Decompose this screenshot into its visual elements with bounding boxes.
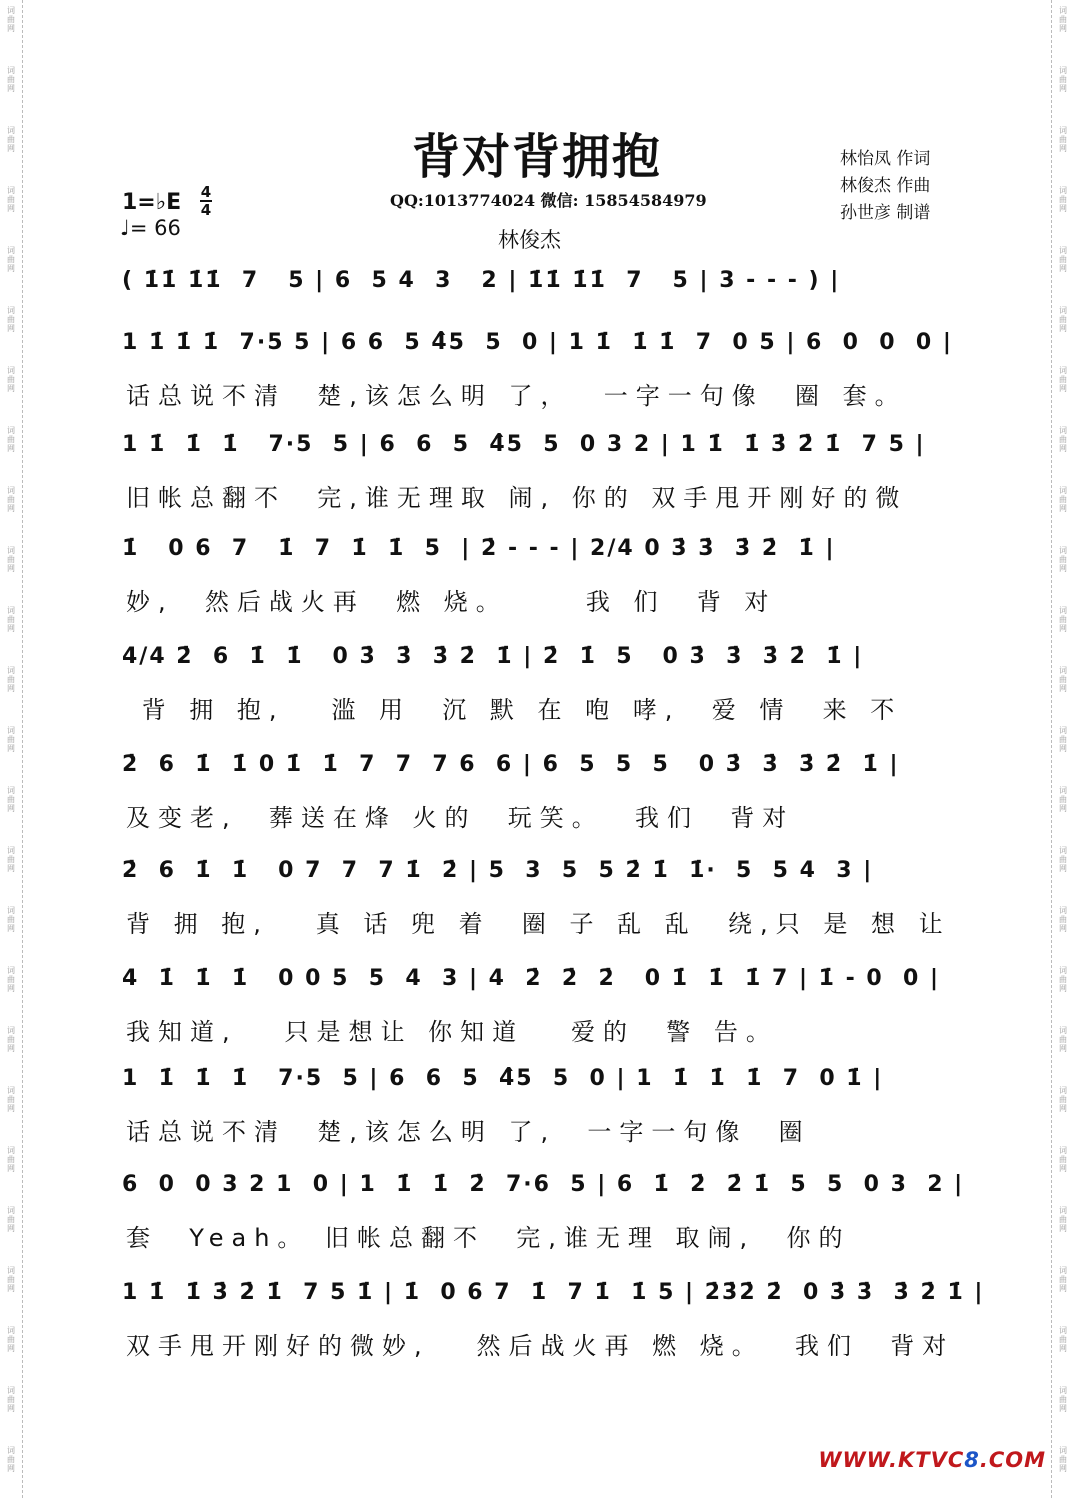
watermark-text: 词 曲 网 (1059, 6, 1067, 33)
logo-eight: 8 (964, 1448, 980, 1472)
watermark-text: 词 曲 网 (1059, 186, 1067, 213)
watermark-text: 词 曲 网 (1059, 66, 1067, 93)
key-signature: 1=♭E (122, 190, 182, 215)
notes-line: 2̇ 6 1̇ 1̇ 0 7 7 7 1̇ 2̇ | 5 3 5 5 2̇ 1̇ 1̇· 5 5 4 3 | (122, 858, 874, 883)
watermark-text: 词 曲 网 (7, 1146, 15, 1173)
watermark-text: 词 曲 网 (7, 1386, 15, 1413)
watermark-text: 词 曲 网 (7, 1326, 15, 1353)
notes-line: 1 1̇ 1̇ 1̇ 7·5 5 | 6 6 5 4̂5 5 0 3 2 | 1 1̇ 1̇ 3̇ 2̇ 1̇ 7 5 | (122, 432, 926, 457)
watermark-text: 词 曲 网 (7, 126, 15, 153)
watermark-text: 词 曲 网 (1059, 1086, 1067, 1113)
watermark-text: 词 曲 网 (7, 66, 15, 93)
watermark-text: 词 曲 网 (1059, 1026, 1067, 1053)
time-signature-bottom: 4 (200, 201, 212, 219)
watermark-text: 词 曲 网 (7, 846, 15, 873)
watermark-text: 词 曲 网 (1059, 486, 1067, 513)
notes-line: 4 1̇ 1̇ 1̇ 0 0 5 5 4 3 | 4 2̇ 2̇ 2̇ 0 1̇ 1̇ 1̇ 7 | 1̇ - 0 0 | (122, 966, 941, 991)
watermark-text: 词 曲 网 (7, 186, 15, 213)
watermark-text: 词 曲 网 (1059, 786, 1067, 813)
watermark-text: 词 曲 网 (1059, 426, 1067, 453)
watermark-text: 词 曲 网 (1059, 906, 1067, 933)
watermark-text: 词 曲 网 (7, 546, 15, 573)
notes-line: 4/4 2̇ 6 1̇ 1̇ 0 3̇ 3̇ 3̇ 2̇ 1̇ | 2̇ 1̇ 5 0 3̇ 3̇ 3̇ 2̇ 1̇ | (122, 644, 864, 669)
watermark-text: 词 曲 网 (1059, 366, 1067, 393)
notes-line: 1 1̇ 1̇ 1̇ 7·5 5 | 6 6 5 4̂5 5 0 | 1 1̇ 1̇ 1̇ 7 0 1̇ | (122, 1066, 884, 1091)
watermark-text: 词 曲 网 (1059, 306, 1067, 333)
lyrics-line: 我知道, 只是想让 你知道 爱的 警 告。 (126, 1018, 778, 1046)
watermark-text: 词 曲 网 (1059, 606, 1067, 633)
watermark-text: 词 曲 网 (1059, 1386, 1067, 1413)
watermark-text: 词 曲 网 (7, 1086, 15, 1113)
watermark-text: 词 曲 网 (1059, 1446, 1067, 1473)
notes-line: 2̇ 6 1̇ 1̇ 0 1̇ 1̇ 7 7 7 6 6 | 6 5 5 5 0 3̇ 3̇ 3̇ 2̇ 1̇ | (122, 752, 900, 777)
watermark-text: 词 曲 网 (1059, 246, 1067, 273)
site-logo (818, 1448, 1046, 1472)
lyrics-line: 双手甩开刚好的微妙, 然后战火再 燃 烧。 我们 背对 (126, 1332, 955, 1360)
watermark-text: 词 曲 网 (7, 786, 15, 813)
watermark-text: 词 曲 网 (7, 1266, 15, 1293)
composer-credit: 林俊杰 作曲 (840, 176, 931, 196)
watermark-text: 词 曲 网 (7, 1206, 15, 1233)
notes-line: 1̇ 0 6 7 1̇ 7 1̇ 1̇ 5 | 2̇ - - - | 2/4 0 3̇ 3̇ 3̇ 2̇ 1̇ | (122, 536, 836, 561)
lyrics-line: 套 Yeah。 旧帐总翻不 完,谁无理 取闹, 你的 (126, 1224, 851, 1252)
notes-line: 1 1̇ 1̇ 3̇ 2̇ 1̇ 7 5 1̇ | 1̇ 0 6 7 1̇ 7 1̇ 1̇ 5 | 2̇3̇2̇ 2̇ 0 3̇ 3̇ 3̇ 2̇ 1̇ | (122, 1280, 985, 1305)
notes-line: 6 0 0 3 2 1 0 | 1 1̇ 1̇ 2̇ 7·6 5 | 6 1̇ 2̇ 2̇ 1̇ 5 5 0 3 2 | (122, 1172, 965, 1197)
watermark-text: 词 曲 网 (1059, 966, 1067, 993)
watermark-text: 词 曲 网 (7, 906, 15, 933)
watermark-text: 词 曲 网 (7, 1446, 15, 1473)
watermark-text: 词 曲 网 (1059, 726, 1067, 753)
lyrics-line: 话总说不清 楚,该怎么明 了, 一字一句像 圈 (126, 1118, 811, 1146)
watermark-text: 词 曲 网 (7, 306, 15, 333)
tempo-marking: ♩= 66 (120, 216, 181, 240)
singer-name: 林俊杰 (498, 228, 561, 252)
time-signature-top: 4 (200, 183, 212, 201)
watermark-text: 词 曲 网 (7, 726, 15, 753)
watermark-text: 词 曲 网 (1059, 1266, 1067, 1293)
watermark-text: 词 曲 网 (1059, 126, 1067, 153)
time-signature (200, 184, 212, 218)
watermark-text: 词 曲 网 (1059, 846, 1067, 873)
arranger-credit: 孙世彦 制谱 (840, 203, 931, 223)
logo-tail: .COM (979, 1448, 1046, 1472)
watermark-text: 词 曲 网 (1059, 546, 1067, 573)
lyricist-credit: 林怡凤 作词 (840, 149, 931, 169)
song-title: 背对背拥抱 (411, 129, 662, 185)
logo-main: WWW.KTVC (818, 1448, 965, 1472)
watermark-text: 词 曲 网 (7, 366, 15, 393)
contact-info: QQ:1013774024 微信: 15854584979 (390, 191, 707, 210)
watermark-text: 词 曲 网 (1059, 666, 1067, 693)
lyrics-line: 话总说不清 楚,该怎么明 了， 一字一句像 圈 套。 (126, 382, 907, 410)
watermark-text: 词 曲 网 (7, 966, 15, 993)
notes-line: 1 1̇ 1̇ 1̇ 7·5 5 | 6 6 5 4̂5 5 0 | 1 1̇ 1̇ 1̇ 7 0 5 | 6 0 0 0 | (122, 330, 953, 355)
lyrics-line: 旧帐总翻不 完,谁无理取 闹, 你的 双手甩开刚好的微 (126, 484, 908, 512)
lyrics-line: 背 拥 抱, 真 话 兜 着 圈 子 乱 乱 绕,只 是 想 让 (126, 910, 951, 938)
watermark-text: 词 曲 网 (7, 666, 15, 693)
watermark-text: 词 曲 网 (7, 486, 15, 513)
lyrics-line: 妙, 然后战火再 燃 烧。 我 们 背 对 (126, 588, 777, 616)
notes-line: ( 1̇1̇ 1̇1̇ 7 5 | 6 5 4 3 2 | 1̇1̇ 1̇1̇ 7 5 | 3 - - - ) | (122, 268, 841, 293)
lyrics-line: 及变老, 葬送在烽 火的 玩笑。 我们 背对 (126, 804, 795, 832)
watermark-text: 词 曲 网 (1059, 1206, 1067, 1233)
watermark-text: 词 曲 网 (7, 6, 15, 33)
lyrics-line: 背 拥 抱, 滥 用 沉 默 在 咆 哮, 爱 情 来 不 (126, 696, 903, 724)
credits (840, 146, 930, 227)
watermark-text: 词 曲 网 (1059, 1326, 1067, 1353)
watermark-text: 词 曲 网 (1059, 1146, 1067, 1173)
watermark-text: 词 曲 网 (7, 426, 15, 453)
watermark-text: 词 曲 网 (7, 246, 15, 273)
watermark-text: 词 曲 网 (7, 606, 15, 633)
watermark-text: 词 曲 网 (7, 1026, 15, 1053)
